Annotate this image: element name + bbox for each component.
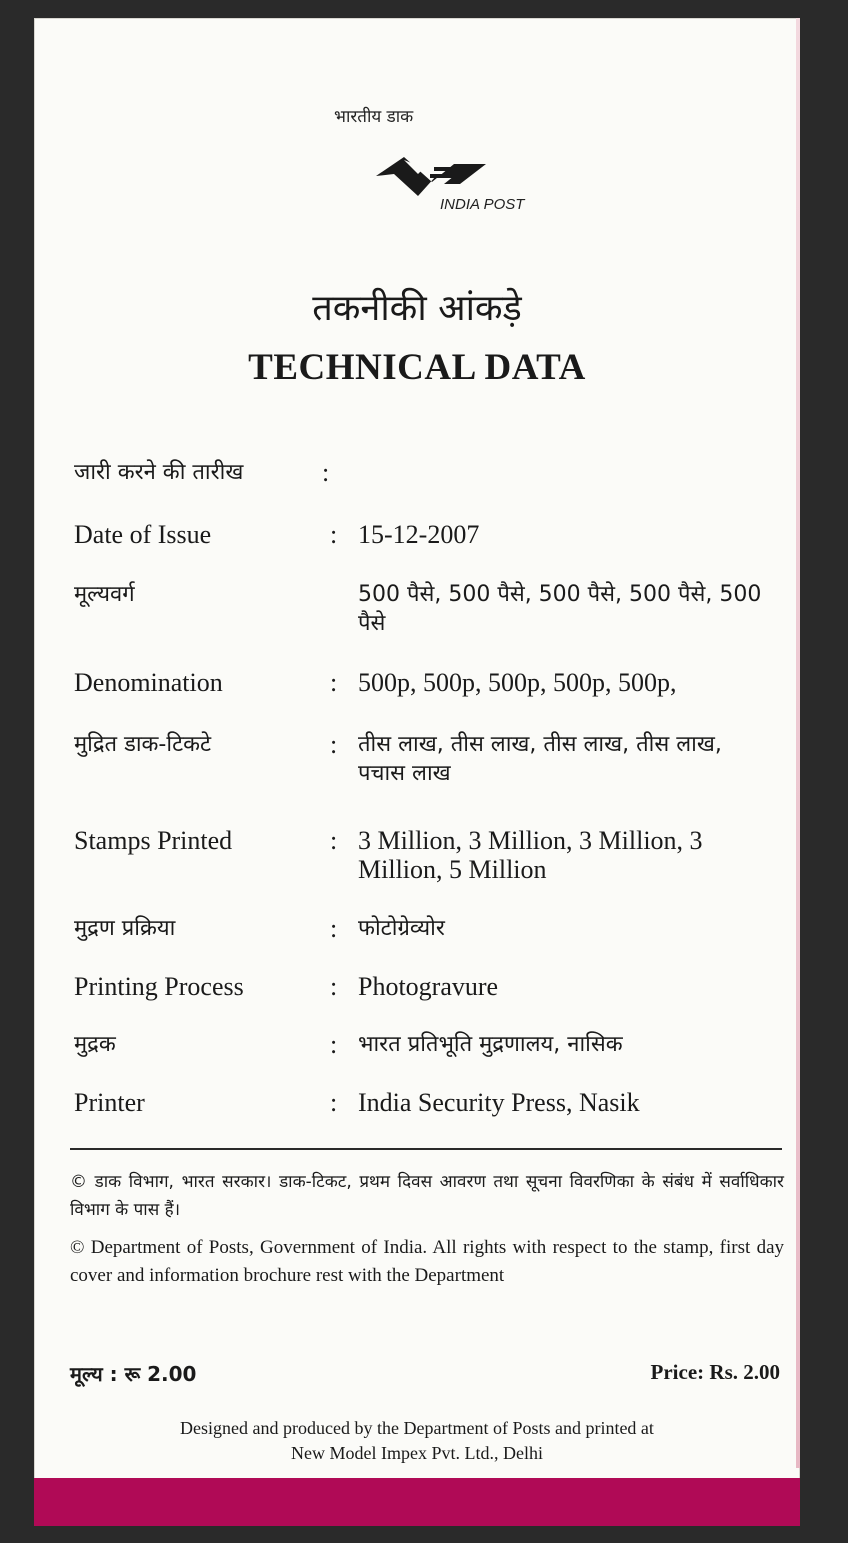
field-label: मुद्रित डाक-टिकटे xyxy=(74,732,212,757)
field-label: जारी करने की तारीख xyxy=(74,460,244,485)
credits-line-1: Designed and produced by the Department of Posts and printed at xyxy=(180,1418,654,1438)
field-colon: : xyxy=(330,914,338,943)
field-value: Photogravure xyxy=(358,972,499,1001)
field-label: Stamps Printed xyxy=(74,826,233,855)
field-value: फोटोग्रेव्योर xyxy=(358,916,445,941)
production-credits xyxy=(34,1416,800,1466)
field-label: मुद्रण प्रक्रिया xyxy=(74,916,176,941)
field-colon: : xyxy=(330,668,338,697)
india-post-hindi-label: भारतीय डाक xyxy=(334,107,414,127)
field-label: Printer xyxy=(74,1088,145,1117)
field-colon: : xyxy=(330,1030,338,1059)
field-label: Printing Process xyxy=(74,972,244,1001)
page-title-hindi: तकनीकी आंकड़े xyxy=(312,288,522,329)
price-hindi: मूल्य : रू 2.00 xyxy=(70,1362,197,1386)
field-colon: : xyxy=(330,730,338,759)
field-value: तीस लाख, तीस लाख, तीस लाख, तीस लाख, पचास लाख xyxy=(358,732,722,786)
field-colon: : xyxy=(330,1088,338,1117)
field-value: 500p, 500p, 500p, 500p, 500p, xyxy=(358,668,677,697)
field-label: Date of Issue xyxy=(74,520,212,549)
price-english: Price: Rs. 2.00 xyxy=(650,1360,780,1384)
copyright-hindi: © डाक विभाग, भारत सरकार। डाक-टिकट, प्रथम दिवस आवरण तथा सूचना विवरणिका के संबंध में सर्वाधिकार विभाग के पास हैं। xyxy=(70,1172,784,1220)
field-value: 15-12-2007 xyxy=(358,520,480,549)
field-colon: : xyxy=(322,458,330,487)
footer-color-band xyxy=(34,1478,800,1526)
field-value: 500 पैसे, 500 पैसे, 500 पैसे, 500 पैसे, 500 पैसे xyxy=(358,582,762,636)
field-value: 3 Million, 3 Million, 3 Million, 3 Million, 5 Million xyxy=(358,826,703,884)
field-colon: : xyxy=(330,972,338,1001)
field-label: Denomination xyxy=(74,668,223,697)
field-label: मुद्रक xyxy=(74,1032,116,1057)
field-value: भारत प्रतिभूति मुद्रणालय, नासिक xyxy=(358,1032,623,1057)
field-colon: : xyxy=(330,826,338,855)
field-value: India Security Press, Nasik xyxy=(358,1088,640,1117)
page-title: TECHNICAL DATA xyxy=(248,347,586,388)
field-colon: : xyxy=(330,520,338,549)
copyright-english: © Department of Posts, Government of India. All rights with respect to the stamp, first day cover and information brochure rest with the Department xyxy=(70,1237,784,1286)
brochure-page xyxy=(34,18,800,1526)
india-post-english-label: INDIA POST xyxy=(440,196,525,213)
section-divider xyxy=(70,1148,782,1150)
field-label: मूल्यवर्ग xyxy=(74,582,135,607)
india-post-logo-icon xyxy=(374,152,489,202)
credits-line-2: New Model Impex Pvt. Ltd., Delhi xyxy=(291,1443,543,1463)
